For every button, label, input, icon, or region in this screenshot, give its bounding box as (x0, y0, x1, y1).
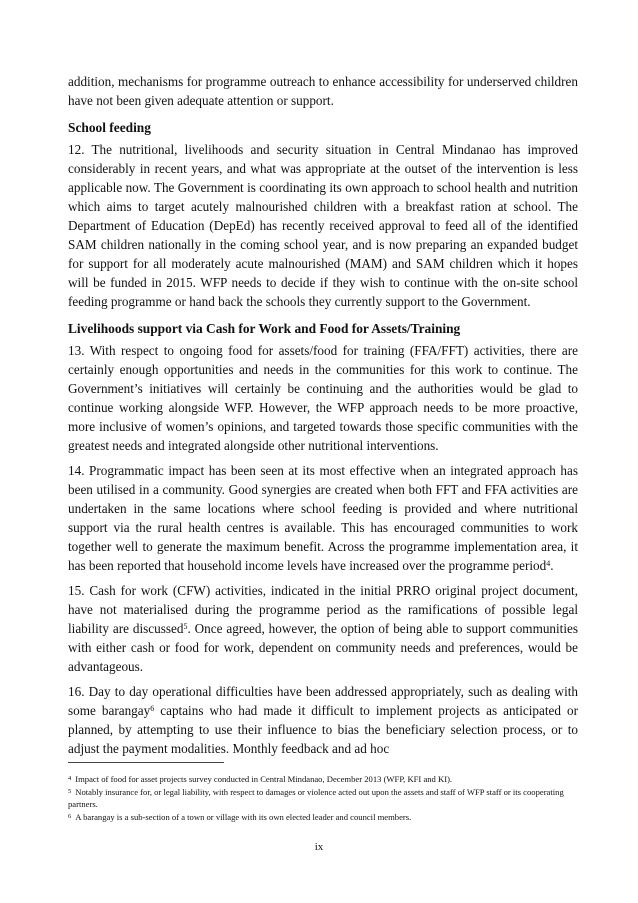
footnotes (68, 773, 578, 825)
footnote-text: A barangay is a sub-section of a town or village with its own elected leader and council members. (75, 812, 412, 823)
section-heading-school-feeding: School feeding (68, 120, 151, 135)
paragraph-16 (68, 682, 578, 758)
footnote-number: 5 (68, 788, 72, 796)
footnote-6 (68, 811, 578, 823)
paragraph-14-text: 14. Programmatic impact has been seen at its most effective when an integrated approach has been utilised in a community. Good synergies are created when both FFT and FFA activities are undertaken in the same locations where school feeding is provided and where nutritional support via the rural health centres is available. This has encouraged communities to work together well to generate the maximum benefit. Across the programme implementation area, it has been reported that household income levels have increased over the programme period (68, 463, 578, 573)
footnote-text: Impact of food for asset projects survey conducted in Central Mindanao, December 2013 (WFP, KFI and KI). (75, 774, 453, 784)
paragraph-16-text-b: captains who had made it difficult to implement projects as anticipated or planned, by attempting to use their influence to bias the beneficiary selection process, or to adjust the payment modalities. Monthly feedback and ad hoc (68, 703, 578, 756)
intro-paragraph: addition, mechanisms for programme outreach to enhance accessibility for underserved children have not been given adequate attention or support. (68, 74, 578, 108)
footnote-text: Notably insurance for, or legal liability, with respect to damages or violence acted out upon the assets and staff of WFP staff or its cooperating partners. (68, 787, 564, 809)
section-heading-livelihoods: Livelihoods support via Cash for Work and Food for Assets/Training (68, 321, 461, 336)
paragraph-14 (68, 461, 578, 575)
footnote-divider (68, 762, 224, 763)
paragraph-15-text-b: . Once agreed, however, the option of being able to support communities with either cash or food for work, dependent on community needs and preferences, would be advantageous. (68, 621, 578, 674)
paragraph-14-end: . (550, 558, 554, 573)
document-body (68, 72, 578, 758)
footnote-5 (68, 786, 578, 810)
paragraph-12: 12. The nutritional, livelihoods and security situation in Central Mindanao has improved considerably in recent years, and what was appropriate at the outset of the intervention is less applicable now. The Government is coordinating its own approach to school health and nutrition which aims to target acutely malnourished children with a breakfast ration at school. The Department of Education (DepEd) has recently received approval to feed all of the identified SAM children nationally in the coming school year, and is now preparing an expanded budget for support for all moderately acute malnourished (MAM) and SAM children which it hopes will be funded in 2015. WFP needs to decide if they wish to continue with the on-site school feeding programme or hand back the schools they currently support to the Government. (68, 142, 578, 309)
footnote-number: 4 (68, 775, 72, 782)
paragraph-15 (68, 581, 578, 676)
footnote-ref-4: 4 (546, 559, 551, 568)
footnote-ref-5: 5 (183, 622, 188, 631)
paragraph-13: 13. With respect to ongoing food for assets/food for training (FFA/FFT) activities, there are certainly enough opportunities and needs in the communities for this work to continue. The Government’s initiatives will certainly be continuing and the authorities would be glad to continue working alongside WFP. However, the WFP approach needs to be more proactive, more inclusive of women’s opinions, and targeted towards those specific communities with the greatest needs and integrated alongside other nutritional interventions. (68, 343, 578, 453)
paragraph-15-text-a: 15. Cash for work (CFW) activities, indicated in the initial PRRO original project document, have not materialised during the programme period as the ramifications of possible legal liability are discussed (68, 583, 578, 636)
footnote-ref-6: 6 (150, 704, 155, 713)
paragraph-16-text-a: 16. Day to day operational difficulties have been addressed appropriately, such as dealing with some barangay (68, 684, 578, 718)
footnote-4 (68, 773, 578, 785)
footnote-number: 6 (68, 813, 72, 821)
page-number: ix (314, 841, 324, 853)
